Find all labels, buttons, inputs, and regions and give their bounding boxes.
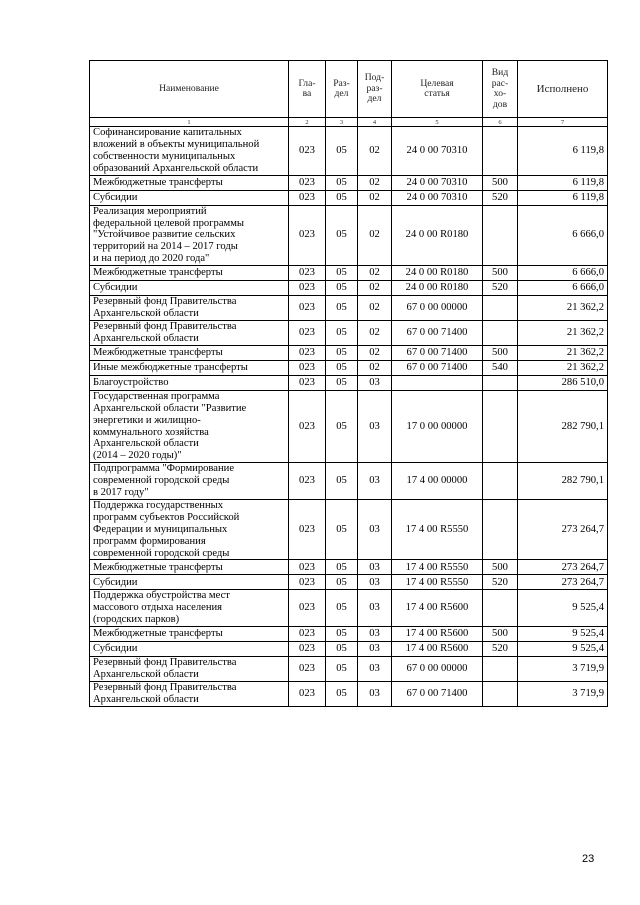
- row-podrazdel: 03: [358, 590, 392, 627]
- table-row: [90, 175, 608, 190]
- row-podrazdel: 03: [358, 560, 392, 575]
- row-vid: 500: [483, 266, 518, 281]
- row-celevaya: 17 4 00 R5550: [392, 499, 483, 560]
- row-celevaya: 67 0 00 71400: [392, 682, 483, 707]
- row-podrazdel: 02: [358, 266, 392, 281]
- row-celevaya: 67 0 00 71400: [392, 320, 483, 345]
- row-vid: [483, 682, 518, 707]
- row-ispolneno: 286 510,0: [518, 375, 608, 390]
- row-name: Межбюджетные трансферты: [90, 627, 289, 642]
- header-ispolneno: Исполнено: [518, 61, 608, 118]
- table-row: [90, 281, 608, 296]
- header-celevaya: Целевая статья: [392, 61, 483, 118]
- row-razdel: 05: [326, 205, 358, 266]
- row-ispolneno: 273 264,7: [518, 575, 608, 590]
- header-podrazdel: Под- раз- дел: [358, 61, 392, 118]
- row-glava: 023: [289, 575, 326, 590]
- row-celevaya: 24 0 00 R0180: [392, 205, 483, 266]
- row-name: Субсидии: [90, 642, 289, 657]
- table-row: [90, 575, 608, 590]
- row-glava: 023: [289, 266, 326, 281]
- row-glava: 023: [289, 281, 326, 296]
- row-glava: 023: [289, 360, 326, 375]
- row-podrazdel: 02: [358, 345, 392, 360]
- row-name: Субсидии: [90, 281, 289, 296]
- row-name: Резервный фонд Правительства Архангельской области: [90, 682, 289, 707]
- header-vid: Вид рас- хо- дов: [483, 61, 518, 118]
- table-body: [90, 127, 608, 707]
- row-vid: [483, 590, 518, 627]
- row-podrazdel: 03: [358, 657, 392, 682]
- row-glava: 023: [289, 345, 326, 360]
- row-name: Софинансирование капитальных вложений в объекты муниципальной собственности муниципальных образований Архангельской области: [90, 127, 289, 176]
- row-vid: [483, 463, 518, 500]
- row-razdel: 05: [326, 590, 358, 627]
- row-razdel: 05: [326, 627, 358, 642]
- row-razdel: 05: [326, 575, 358, 590]
- row-glava: 023: [289, 320, 326, 345]
- row-name: Субсидии: [90, 575, 289, 590]
- column-number: 1: [90, 118, 289, 127]
- row-ispolneno: 6 119,8: [518, 175, 608, 190]
- row-name: Поддержка обустройства мест массового отдыха населения (городских парков): [90, 590, 289, 627]
- row-vid: 520: [483, 575, 518, 590]
- row-vid: 500: [483, 560, 518, 575]
- row-vid: [483, 499, 518, 560]
- row-razdel: 05: [326, 682, 358, 707]
- table-row: [90, 360, 608, 375]
- table-row: [90, 642, 608, 657]
- row-razdel: 05: [326, 175, 358, 190]
- row-glava: 023: [289, 296, 326, 321]
- row-name: Межбюджетные трансферты: [90, 175, 289, 190]
- header-glava: Гла- ва: [289, 61, 326, 118]
- row-ispolneno: 9 525,4: [518, 627, 608, 642]
- column-number: 4: [358, 118, 392, 127]
- row-vid: [483, 320, 518, 345]
- row-ispolneno: 282 790,1: [518, 463, 608, 500]
- row-glava: 023: [289, 657, 326, 682]
- row-name: Субсидии: [90, 190, 289, 205]
- row-celevaya: 17 4 00 R5600: [392, 642, 483, 657]
- row-razdel: 05: [326, 390, 358, 462]
- row-razdel: 05: [326, 642, 358, 657]
- row-glava: 023: [289, 499, 326, 560]
- row-razdel: 05: [326, 657, 358, 682]
- table-row: [90, 560, 608, 575]
- row-celevaya: 17 4 00 00000: [392, 463, 483, 500]
- row-name: Иные межбюджетные трансферты: [90, 360, 289, 375]
- row-celevaya: 17 4 00 R5550: [392, 560, 483, 575]
- row-celevaya: 24 0 00 70310: [392, 127, 483, 176]
- row-podrazdel: 03: [358, 375, 392, 390]
- row-vid: 500: [483, 345, 518, 360]
- header-razdel: Раз- дел: [326, 61, 358, 118]
- row-vid: 540: [483, 360, 518, 375]
- row-podrazdel: 02: [358, 175, 392, 190]
- page-number: 23: [582, 853, 595, 865]
- column-number: 6: [483, 118, 518, 127]
- row-celevaya: 67 0 00 00000: [392, 657, 483, 682]
- table-row: [90, 657, 608, 682]
- column-number: 2: [289, 118, 326, 127]
- row-vid: [483, 296, 518, 321]
- row-name: Реализация мероприятий федеральной целевой программы "Устойчивое развитие сельских территорий на 2014 – 2017 годы и на период до 2020 года": [90, 205, 289, 266]
- row-podrazdel: 03: [358, 390, 392, 462]
- row-ispolneno: 21 362,2: [518, 345, 608, 360]
- row-celevaya: 17 4 00 R5550: [392, 575, 483, 590]
- row-celevaya: 17 0 00 00000: [392, 390, 483, 462]
- row-glava: 023: [289, 190, 326, 205]
- row-ispolneno: 6 666,0: [518, 205, 608, 266]
- budget-table: [89, 60, 608, 707]
- row-vid: [483, 657, 518, 682]
- column-number: 5: [392, 118, 483, 127]
- row-name: Межбюджетные трансферты: [90, 560, 289, 575]
- row-ispolneno: 273 264,7: [518, 499, 608, 560]
- row-vid: 520: [483, 281, 518, 296]
- row-vid: 520: [483, 642, 518, 657]
- table-row: [90, 463, 608, 500]
- row-ispolneno: 6 119,8: [518, 127, 608, 176]
- column-number-row: [90, 118, 608, 127]
- row-razdel: 05: [326, 266, 358, 281]
- row-ispolneno: 6 666,0: [518, 266, 608, 281]
- row-glava: 023: [289, 205, 326, 266]
- row-ispolneno: 9 525,4: [518, 590, 608, 627]
- row-celevaya: [392, 375, 483, 390]
- row-podrazdel: 03: [358, 682, 392, 707]
- column-number: 7: [518, 118, 608, 127]
- row-razdel: 05: [326, 127, 358, 176]
- row-vid: [483, 390, 518, 462]
- row-podrazdel: 03: [358, 499, 392, 560]
- row-celevaya: 17 4 00 R5600: [392, 590, 483, 627]
- row-ispolneno: 21 362,2: [518, 296, 608, 321]
- row-glava: 023: [289, 390, 326, 462]
- header-name: Наименование: [90, 61, 289, 118]
- row-name: Подпрограмма "Формирование современной городской среды в 2017 году": [90, 463, 289, 500]
- row-celevaya: 67 0 00 71400: [392, 345, 483, 360]
- row-vid: [483, 205, 518, 266]
- table-row: [90, 590, 608, 627]
- table-row: [90, 390, 608, 462]
- table-row: [90, 296, 608, 321]
- row-podrazdel: 03: [358, 642, 392, 657]
- row-celevaya: 24 0 00 R0180: [392, 281, 483, 296]
- row-podrazdel: 02: [358, 190, 392, 205]
- table-header-row: [90, 61, 608, 118]
- row-ispolneno: 3 719,9: [518, 682, 608, 707]
- row-ispolneno: 6 119,8: [518, 190, 608, 205]
- row-celevaya: 67 0 00 71400: [392, 360, 483, 375]
- row-ispolneno: 6 666,0: [518, 281, 608, 296]
- table-row: [90, 205, 608, 266]
- table-row: [90, 627, 608, 642]
- row-glava: 023: [289, 590, 326, 627]
- row-razdel: 05: [326, 345, 358, 360]
- row-razdel: 05: [326, 375, 358, 390]
- table-row: [90, 127, 608, 176]
- row-podrazdel: 03: [358, 575, 392, 590]
- row-razdel: 05: [326, 463, 358, 500]
- row-podrazdel: 02: [358, 360, 392, 375]
- table-row: [90, 375, 608, 390]
- row-name: Резервный фонд Правительства Архангельской области: [90, 296, 289, 321]
- row-razdel: 05: [326, 296, 358, 321]
- row-podrazdel: 03: [358, 463, 392, 500]
- row-podrazdel: 02: [358, 281, 392, 296]
- row-glava: 023: [289, 627, 326, 642]
- row-podrazdel: 02: [358, 205, 392, 266]
- row-glava: 023: [289, 642, 326, 657]
- row-name: Поддержка государственных программ субъектов Российской Федерации и муниципальных программ формирования современной городской среды: [90, 499, 289, 560]
- row-razdel: 05: [326, 281, 358, 296]
- row-celevaya: 67 0 00 00000: [392, 296, 483, 321]
- row-name: Резервный фонд Правительства Архангельской области: [90, 657, 289, 682]
- row-name: Межбюджетные трансферты: [90, 345, 289, 360]
- row-ispolneno: 282 790,1: [518, 390, 608, 462]
- row-name: Резервный фонд Правительства Архангельской области: [90, 320, 289, 345]
- row-vid: [483, 127, 518, 176]
- row-podrazdel: 02: [358, 127, 392, 176]
- table-row: [90, 345, 608, 360]
- row-vid: [483, 375, 518, 390]
- row-name: Государственная программа Архангельской области "Развитие энергетики и жилищно- коммунального хозяйства Архангельской области (2014 – 2020 годы)": [90, 390, 289, 462]
- row-glava: 023: [289, 375, 326, 390]
- row-name: Благоустройство: [90, 375, 289, 390]
- table-row: [90, 266, 608, 281]
- row-ispolneno: 21 362,2: [518, 320, 608, 345]
- row-razdel: 05: [326, 560, 358, 575]
- row-glava: 023: [289, 463, 326, 500]
- row-glava: 023: [289, 175, 326, 190]
- table-row: [90, 190, 608, 205]
- row-razdel: 05: [326, 360, 358, 375]
- row-celevaya: 24 0 00 70310: [392, 175, 483, 190]
- table-row: [90, 682, 608, 707]
- row-razdel: 05: [326, 190, 358, 205]
- row-ispolneno: 21 362,2: [518, 360, 608, 375]
- row-ispolneno: 3 719,9: [518, 657, 608, 682]
- row-podrazdel: 02: [358, 320, 392, 345]
- row-celevaya: 17 4 00 R5600: [392, 627, 483, 642]
- table-row: [90, 499, 608, 560]
- row-ispolneno: 273 264,7: [518, 560, 608, 575]
- row-razdel: 05: [326, 499, 358, 560]
- column-number: 3: [326, 118, 358, 127]
- row-podrazdel: 02: [358, 296, 392, 321]
- row-name: Межбюджетные трансферты: [90, 266, 289, 281]
- row-podrazdel: 03: [358, 627, 392, 642]
- row-celevaya: 24 0 00 70310: [392, 190, 483, 205]
- row-celevaya: 24 0 00 R0180: [392, 266, 483, 281]
- row-vid: 520: [483, 190, 518, 205]
- row-vid: 500: [483, 175, 518, 190]
- row-vid: 500: [483, 627, 518, 642]
- row-ispolneno: 9 525,4: [518, 642, 608, 657]
- row-razdel: 05: [326, 320, 358, 345]
- table-row: [90, 320, 608, 345]
- row-glava: 023: [289, 127, 326, 176]
- row-glava: 023: [289, 560, 326, 575]
- row-glava: 023: [289, 682, 326, 707]
